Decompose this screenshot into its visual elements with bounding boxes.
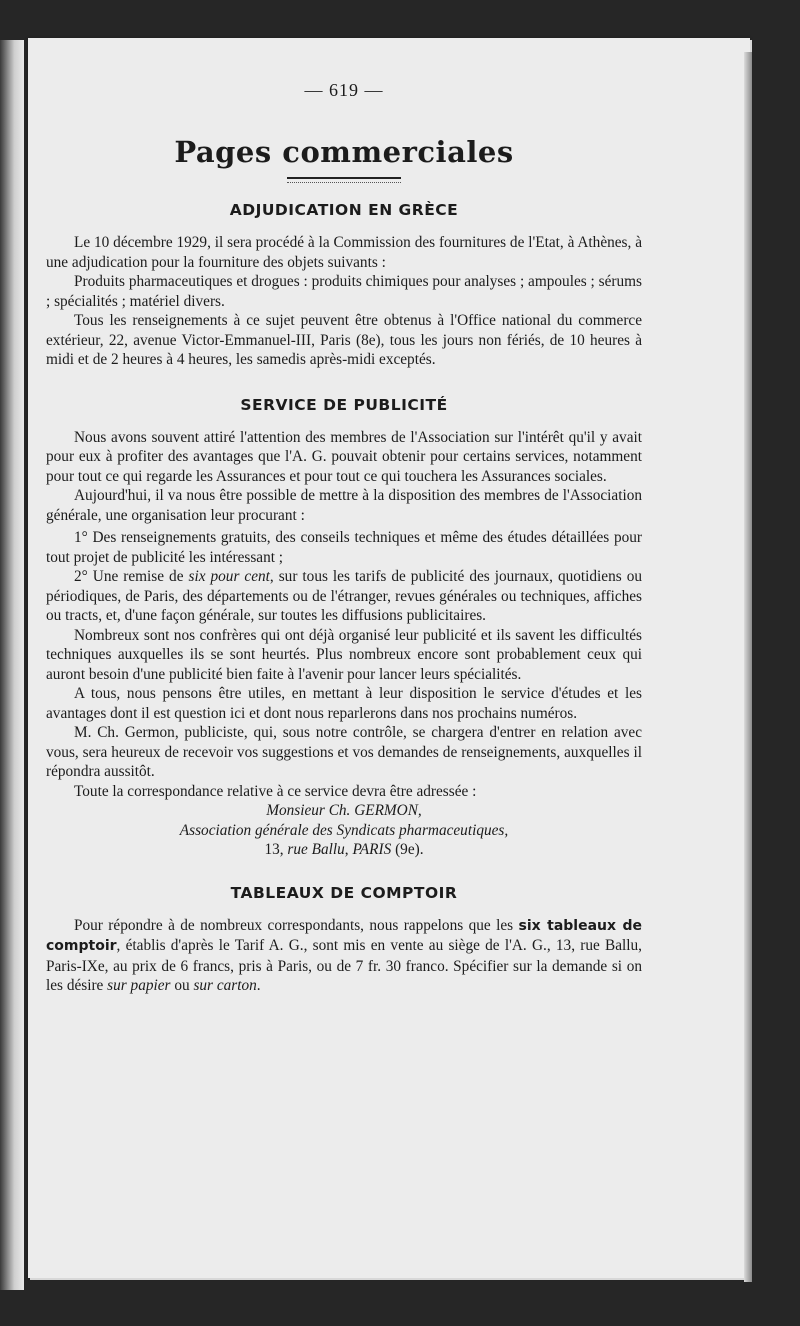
text: 13,: [264, 841, 288, 858]
paragraph: Nombreux sont nos confrères qui ont déjà organisé leur publicité et ils savent les difficultés techniques auxquelles ils se sont heurtés. Plus nombreux encore sont probablement ceux qui auront besoin d'une publicité bien faite à l'avenir pour lancer leurs spécialités.: [46, 626, 642, 683]
page-content: [46, 80, 642, 996]
section-heading-publicite: SERVICE DE PUBLICITÉ: [240, 395, 448, 414]
text: (9e).: [391, 841, 424, 858]
address-name: Monsieur Ch. GERMON,: [266, 802, 422, 819]
paragraph: Produits pharmaceutiques et drogues : produits chimiques pour analyses ; ampoules ; sérums ; spécialités ; matériel divers.: [46, 273, 642, 310]
text: Pour répondre à de nombreux correspondants, nous rappelons que les: [74, 916, 519, 934]
emphasis: rue Ballu: [287, 841, 345, 858]
text: , établis d'après le Tarif A. G., sont mis en vente au siège de l'A. G., 13, rue Ballu, Paris-IXe, au prix de 6 francs, pris à Paris, ou de 7 fr. 30 franco. Spécifier sur la demande si on les désire: [46, 937, 642, 994]
emphasis: sur carton: [193, 977, 257, 994]
emphasis: six pour cent: [188, 568, 270, 585]
paragraph: Tous les renseignements à ce sujet peuvent être obtenus à l'Office national du commerce extérieur, 22, avenue Victor-Emmanuel-III, Paris (8e), tous les jours non fériés, de 10 heures à midi et de 2 heures à 4 heures, les samedis après-midi exceptés.: [46, 312, 642, 368]
section-heading-adjudication: ADJUDICATION EN GRÈCE: [229, 201, 459, 219]
paragraph: Aujourd'hui, il va nous être possible de mettre à la disposition des membres de l'Association générale, une organisation leur procurant :: [46, 487, 642, 524]
paragraph: Toute la correspondance relative à ce service devra être adressée :: [74, 782, 477, 800]
paragraph: Nous avons souvent attiré l'attention des membres de l'Association sur l'intérêt qu'il y avait pour eux à profiter des avantages que l'A. G. pouvait obtenir pour certains services, notamment pour tout ce qui regarde les Assurances et pour tout ce qui touchera les Assurances sociales.: [46, 428, 642, 485]
section-adjudication: [46, 201, 642, 370]
address-line-1: [46, 801, 642, 821]
paragraph: 1° Des renseignements gratuits, des conseils techniques et même des études détaillées pour tout projet de publicité les intéressant ;: [46, 529, 642, 566]
text: .: [256, 977, 261, 994]
address-org: Association générale des Syndicats pharmaceutiques,: [179, 821, 509, 839]
page-number: — 619 —: [304, 80, 384, 100]
emphasis: PARIS: [352, 841, 392, 858]
section-publicite: [46, 396, 642, 860]
section-heading-tableaux: TABLEAUX DE COMPTOIR: [230, 883, 458, 902]
paragraph: M. Ch. Germon, publiciste, qui, sous notre contrôle, se chargera d'entrer en relation avec vous, sera heureux de recevoir vos suggestions et vos demandes de renseignements, auxquelles il répondra aussitôt.: [46, 724, 642, 780]
paragraph: Le 10 décembre 1929, il sera procédé à la Commission des fournitures de l'Etat, à Athènes, à une adjudication pour la fourniture des objets suivants :: [46, 234, 642, 271]
text: , sur tous les tarifs de publicité des journaux, quotidiens ou périodiques, de Paris, des départements ou de l'étranger, revues générales ou techniques, affiches ou tracts, et, d'une façon générale, sur toutes les diffusions publicitaires.: [46, 568, 642, 624]
paragraph: A tous, nous pensons être utiles, en mettant à leur disposition le service d'études et les avantages dont il est question ici et dont nous reparlerons dans nos prochains numéros.: [46, 685, 642, 722]
address-line-3: [46, 840, 642, 860]
emphasis: sur papier: [107, 977, 171, 994]
title-rule: [287, 177, 401, 183]
book-left-page-edge: [0, 40, 24, 1290]
paragraph: [46, 567, 642, 626]
page-title: Pages commerciales: [174, 135, 514, 169]
address-line-2: [46, 821, 642, 841]
page-right-edge: [744, 52, 752, 1282]
paragraph: [46, 916, 642, 996]
section-tableaux: [46, 884, 642, 996]
text: ,: [344, 841, 353, 858]
text: ou: [170, 977, 194, 994]
text: 2° Une remise de: [74, 568, 189, 585]
bold-text: six tableaux de comptoir: [46, 917, 642, 954]
